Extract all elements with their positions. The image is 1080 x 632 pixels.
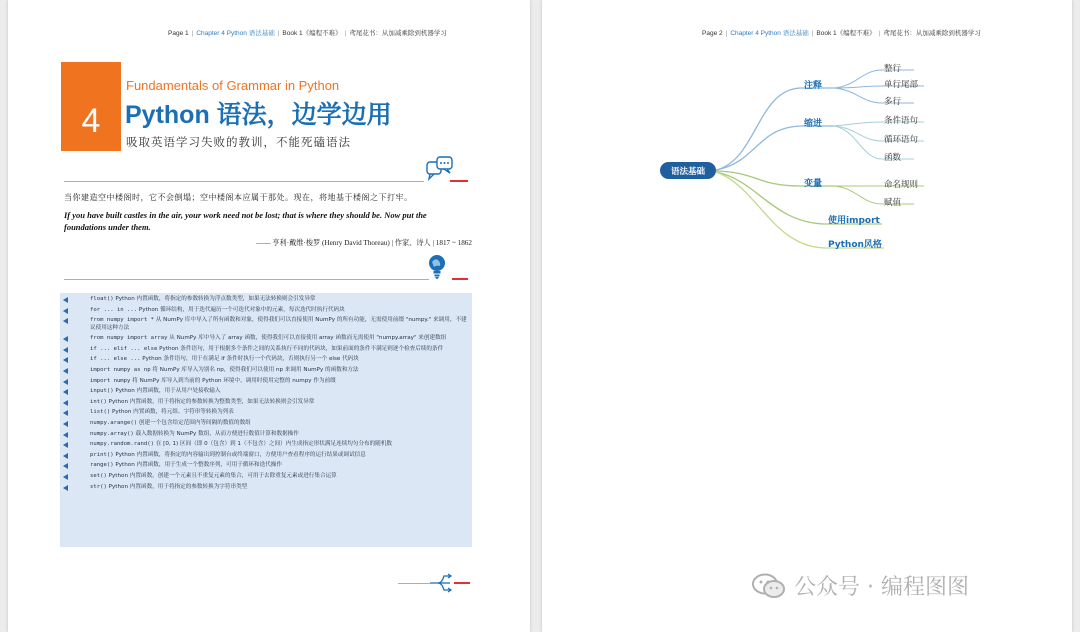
item-description: Python 内置函数，用于从用户处接收输入	[113, 388, 221, 395]
bullet-arrow-icon	[63, 410, 68, 416]
item-code: if ... elif ... else	[90, 345, 158, 352]
item-code: import numpy	[90, 377, 131, 384]
page-header: Page 1 | Chapter 4 Python 语法基础 | Book 1《编程不难》 | 鸢尾花书：从加减乘除到机器学习	[168, 30, 447, 37]
list-item	[60, 317, 472, 332]
item-description: 将 NumPy 库导入为别名 np，使得我们可以使用 np 来调用 NumPy 的函数和方法	[150, 366, 359, 373]
item-code: if ... else ...	[90, 356, 141, 363]
item-description: Python 内置函数，用于将指定的参数转换为整数类型，如果无法转换则会引发异常	[106, 398, 315, 405]
item-description: 将 NumPy 库导入到当前的 Python 环境中，调用时使用完整的 numpy 作为前缀	[130, 377, 336, 384]
bullet-arrow-icon	[63, 474, 68, 480]
mindmap-leaf[interactable]: 多行	[884, 96, 902, 106]
item-code: for ... in ...	[90, 306, 138, 313]
mindmap-leaf[interactable]: 条件语句	[884, 115, 919, 125]
item-code: input()	[90, 388, 114, 395]
chapter-link[interactable]: Chapter 4 Python 语法基础	[196, 30, 275, 37]
page-number: Page 2	[702, 30, 723, 37]
mindmap-root-node[interactable]: 语法基础	[660, 162, 716, 179]
page-header: Page 2 | Chapter 4 Python 语法基础 | Book 1《编程不难》 | 鸢尾花书：从加减乘除到机器学习	[702, 30, 981, 37]
function-summary-list	[60, 293, 472, 547]
book-name: Book 1《编程不难》	[816, 30, 876, 37]
chapter-link[interactable]: Chapter 4 Python 语法基础	[730, 30, 809, 37]
bullet-arrow-icon	[63, 432, 68, 438]
list-item	[60, 296, 472, 303]
list-item	[60, 452, 472, 459]
item-description: 载入数据转换为 NumPy 数组，从而方便进行数值计算和数据操作	[133, 430, 299, 437]
mindmap-branch-indentation[interactable]: 缩进	[804, 119, 823, 129]
mindmap-branch-variables[interactable]: 变量	[804, 179, 823, 189]
mindmap-branch-python-style[interactable]: Python风格	[828, 240, 882, 250]
item-code: numpy.array()	[90, 430, 134, 437]
quote-author: —— 亨利·戴维·梭罗 (Henry David Thoreau) | 作家、诗人 | 1817 ~ 1862	[256, 239, 472, 247]
item-code: set()	[90, 472, 107, 479]
item-description: Python 内置函数，用于生成一个整数序列，可用于循环和迭代操作	[113, 462, 282, 469]
bullet-arrow-icon	[63, 336, 68, 342]
mindmap-leaf[interactable]: 循环语句	[884, 134, 919, 144]
item-code: range()	[90, 462, 114, 469]
bullet-arrow-icon	[63, 463, 68, 469]
list-item	[60, 388, 472, 395]
bullet-arrow-icon	[63, 421, 68, 427]
book-name: Book 1《编程不难》	[282, 30, 342, 37]
item-description: Python 条件语句，用于在满足 if 条件时执行一个代码块，否则执行另一个 else 代码块	[140, 356, 359, 363]
item-code: import numpy as np	[90, 366, 151, 373]
bullet-arrow-icon	[63, 485, 68, 491]
series-name: 鸢尾花书：从加减乘除到机器学习	[349, 30, 447, 37]
bullet-arrow-icon	[63, 297, 68, 303]
item-code: print()	[90, 451, 114, 458]
item-description: 从 NumPy 库中导入了 array 函数，使得我们可以直接使用 array 函数而无需使用 "numpy.array" 来创建数组	[167, 335, 447, 342]
list-item	[60, 441, 472, 448]
item-description: Python 内置函数，创建一个元素且不重复元素的集合，可用于去除重复元素或进行集合运算	[106, 472, 337, 479]
mindmap-connectors	[542, 0, 1072, 300]
list-item	[60, 356, 472, 363]
bullet-arrow-icon	[63, 389, 68, 395]
list-item	[60, 484, 472, 491]
bullet-arrow-icon	[63, 308, 68, 314]
item-code: numpy.random.rand()	[90, 441, 154, 448]
list-item	[60, 473, 472, 480]
mindmap-leaf[interactable]: 命名规则	[884, 179, 919, 189]
item-description: Python 条件语句，用于根据多个条件之间的关系执行不同的代码块，如果前面的条件不满足则逐个检查后续的条件	[157, 345, 444, 352]
speech-bubble-icon	[426, 156, 454, 186]
watermark	[752, 570, 969, 601]
mindmap-branch-comments[interactable]: 注释	[804, 81, 823, 91]
mindmap-branch-import[interactable]: 使用import	[828, 216, 880, 226]
item-code: list()	[90, 409, 111, 416]
item-code: int()	[90, 398, 107, 405]
wechat-icon	[752, 573, 786, 599]
watermark-text: 公众号 · 编程图图	[794, 575, 969, 600]
mindmap-leaf[interactable]: 整行	[884, 63, 902, 73]
item-code: from numpy import *	[90, 317, 154, 324]
item-description: 创建一个包含给定范围内等间隔的数值的数组	[137, 419, 251, 426]
bullet-arrow-icon	[63, 357, 68, 363]
list-item	[60, 307, 472, 314]
bullet-arrow-icon	[63, 442, 68, 448]
left-page	[8, 0, 530, 632]
mindmap-leaf[interactable]: 单行尾部	[884, 79, 919, 89]
quote-chinese: 当你建造空中楼阁时，它不会倒塌；空中楼阁本应属于那处。现在，将地基于楼阁之下打牢。	[64, 193, 413, 202]
bullet-arrow-icon	[63, 318, 68, 324]
list-item	[60, 335, 472, 342]
item-description: 在 [0, 1) 区间（即 0（包含）到 1（不包含）之间）内生成指定形状满足连续均匀分布的随机数	[154, 441, 393, 448]
branch-arrows-icon	[428, 572, 454, 598]
chapter-number: 4	[81, 102, 101, 140]
item-description: Python 内置函数，将元组、字符串等转换为列表	[110, 409, 234, 416]
mindmap-leaf[interactable]: 赋值	[884, 197, 902, 207]
divider-line	[64, 279, 429, 280]
item-description: Python 循环结构，用于迭代遍历一个可迭代对象中的元素，每次迭代时执行代码块	[137, 306, 345, 313]
divider-line	[398, 583, 430, 584]
chapter-subtitle: Fundamentals of Grammar in Python	[126, 78, 340, 93]
item-code: numpy.arange()	[90, 419, 138, 426]
item-code: from numpy import array	[90, 335, 168, 342]
bullet-arrow-icon	[63, 379, 68, 385]
bullet-arrow-icon	[63, 453, 68, 459]
chapter-title: Python 语法，边学边用	[125, 101, 392, 129]
item-description: Python 内置函数，将指定的内容输出到控制台或终端窗口，方便用户查看程序的运行结果或调试信息	[113, 451, 366, 458]
right-page	[542, 0, 1072, 632]
list-item	[60, 367, 472, 374]
quote-english: If you have built castles in the air, your work need not be lost; that is where they should be. Now put the foundations under them.	[64, 210, 427, 232]
list-item	[60, 378, 472, 385]
list-item	[60, 399, 472, 406]
item-description: 从 NumPy 库中导入了所有函数和对象，使得我们可以直接使用 NumPy 的所有功能，无需使用前缀 "numpy." 来调用，不建议使用这种方法	[90, 317, 467, 331]
series-name: 鸢尾花书：从加减乘除到机器学习	[883, 30, 981, 37]
chapter-number-block	[61, 62, 121, 151]
divider-line	[64, 181, 424, 182]
chapter-tagline: 吸取英语学习失败的教训，不能死磕语法	[126, 135, 351, 149]
bullet-arrow-icon	[63, 400, 68, 406]
item-code: str()	[90, 483, 107, 490]
list-item	[60, 431, 472, 438]
list-item	[60, 409, 472, 416]
lightbulb-icon	[426, 254, 448, 284]
divider-accent	[454, 582, 470, 584]
item-description: Python 内置函数，用于将指定的参数转换为字符串类型	[106, 483, 248, 490]
mindmap-leaf[interactable]: 函数	[884, 152, 902, 162]
bullet-arrow-icon	[63, 347, 68, 353]
bullet-arrow-icon	[63, 368, 68, 374]
page-number: Page 1	[168, 30, 189, 37]
list-item	[60, 420, 472, 427]
divider-accent	[452, 278, 468, 280]
item-code: float()	[90, 296, 114, 302]
item-description: Python 内置函数，将指定的参数转换为浮点数类型，如果无法转换则会引发异常	[113, 296, 316, 302]
list-item	[60, 462, 472, 469]
list-item	[60, 346, 472, 353]
